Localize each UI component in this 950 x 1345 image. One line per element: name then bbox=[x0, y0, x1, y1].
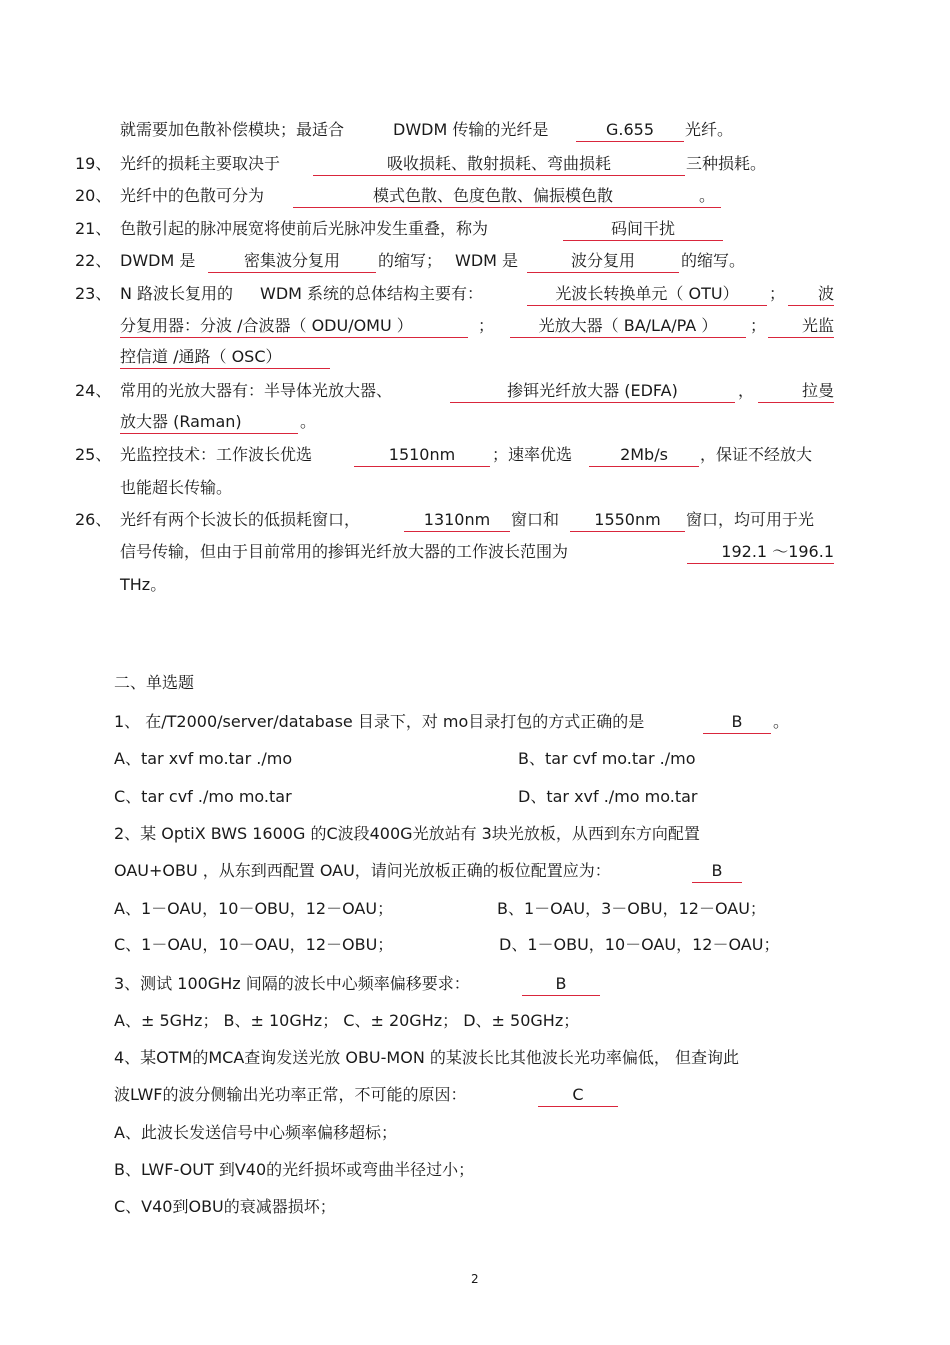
section-heading: 二、单选题 bbox=[114, 673, 195, 692]
page-number: 2 bbox=[471, 1272, 479, 1286]
q19-answer: 吸收损耗、散射损耗、弯曲损耗 bbox=[313, 153, 685, 176]
q23-answer-d-end: 控信道 /通路（ OSC） bbox=[120, 346, 330, 369]
q18-text-c: 光纤。 bbox=[685, 120, 734, 139]
q24-text-b: 。 bbox=[300, 412, 317, 431]
s2-q2-option-b: B、1－OAU，3－OBU，12－OAU； bbox=[497, 899, 766, 918]
q25-text-b: ；速率优选 bbox=[492, 445, 573, 464]
q22-answer-b: 波分复用 bbox=[527, 250, 679, 273]
q18-text-b: DWDM 传输的光纤是 bbox=[393, 120, 549, 139]
q22-text-a: DWDM 是 bbox=[120, 251, 196, 270]
s2-q1-option-b: B、tar cvf mo.tar ./mo bbox=[518, 749, 696, 768]
s2-q2-stem-b: OAU+OBU ，从东到西配置 OAU，请问光放板正确的板位配置应为： bbox=[114, 861, 611, 880]
s2-q1-answer: B bbox=[703, 711, 771, 734]
q24-comma: ， bbox=[738, 381, 755, 400]
q25-number: 25、 bbox=[75, 445, 112, 464]
q22-number: 22、 bbox=[75, 251, 112, 270]
q26-text-c: 窗口，均可用于光 bbox=[686, 510, 815, 529]
q23-answer-b-end: 分复用器：分波 /合波器（ ODU/OMU ） bbox=[120, 315, 468, 338]
q23-semicolon-1: ； bbox=[769, 284, 786, 303]
q21-answer: 码间干扰 bbox=[563, 218, 723, 241]
s2-q2-stem-a: 2、某 OptiX BWS 1600G 的C波段400G光放站有 3块光放板，从西到东方向配置 bbox=[114, 824, 700, 843]
q19-text-a: 光纤的损耗主要取决于 bbox=[120, 154, 281, 173]
q23-text-a: N 路波长复用的 bbox=[120, 284, 234, 303]
q18-answer: G.655 bbox=[576, 119, 684, 142]
q24-answer-a: 掺铒光纤放大器 (EDFA) bbox=[450, 380, 735, 403]
q23-answer-c: 光放大器（ BA/LA/PA ） bbox=[510, 315, 746, 338]
q23-answer-b-start: 波 bbox=[788, 283, 834, 306]
q26-answer-c: 192.1 ～196.1 bbox=[687, 541, 834, 564]
q25-text-a: 光监控技术：工作波长优选 bbox=[120, 445, 313, 464]
s2-q3-stem: 3、测试 100GHz 间隔的波长中心频率偏移要求： bbox=[114, 974, 470, 993]
q23-semicolon-3: ； bbox=[750, 316, 767, 335]
q26-text-d: 信号传输，但由于目前常用的掺铒光纤放大器的工作波长范围为 bbox=[120, 542, 569, 561]
q23-answer-a: 光波长转换单元（ OTU） bbox=[527, 283, 767, 306]
s2-q4-option-b: B、LWF-OUT 到V40的光纤损坏或弯曲半径过小； bbox=[114, 1160, 475, 1179]
s2-q4-stem-a: 4、某OTM的MCA查询发送光放 OBU-MON 的某波长比其他波长光功率偏低， 但查询此 bbox=[114, 1048, 739, 1067]
q19-number: 19、 bbox=[75, 154, 112, 173]
q21-text-a: 色散引起的脉冲展宽将使前后光脉冲发生重叠，称为 bbox=[120, 219, 489, 238]
q23-answer-d-start: 光监 bbox=[768, 315, 834, 338]
s2-q4-option-c: C、V40到OBU的衰减器损坏； bbox=[114, 1197, 336, 1216]
q19-text-b: 三种损耗。 bbox=[686, 154, 767, 173]
q20-text-a: 光纤中的色散可分为 bbox=[120, 186, 265, 205]
s2-q4-stem-b: 波LWF的波分侧输出光功率正常，不可能的原因： bbox=[114, 1085, 467, 1104]
q18-text-a: 就需要加色散补偿模块；最适合 bbox=[120, 120, 345, 139]
q20-number: 20、 bbox=[75, 186, 112, 205]
q26-text-e: THz。 bbox=[120, 575, 167, 594]
q25-text-c: ，保证不经放大 bbox=[700, 445, 813, 464]
s2-q2-answer: B bbox=[692, 860, 742, 883]
s2-q4-answer: C bbox=[538, 1084, 618, 1107]
q22-text-b: 的缩写； bbox=[378, 251, 443, 270]
q25-answer-a: 1510nm bbox=[354, 444, 490, 467]
q24-answer-b-end: 放大器 (Raman) bbox=[120, 411, 298, 434]
q25-answer-b: 2Mb/s bbox=[589, 444, 699, 467]
q26-text-a: 光纤有两个长波长的低损耗窗口， bbox=[120, 510, 361, 529]
s2-q3-answer: B bbox=[522, 973, 600, 996]
q24-number: 24、 bbox=[75, 381, 112, 400]
s2-q1-option-d: D、tar xvf ./mo mo.tar bbox=[518, 787, 698, 806]
q23-text-b: WDM 系统的总体结构主要有： bbox=[260, 284, 484, 303]
s2-q1-option-a: A、tar xvf mo.tar ./mo bbox=[114, 749, 293, 768]
q26-text-b: 窗口和 bbox=[511, 510, 560, 529]
s2-q2-option-d: D、1－OBU，10－OAU，12－OAU； bbox=[499, 935, 780, 954]
s2-q4-option-a: A、此波长发送信号中心频率偏移超标； bbox=[114, 1123, 397, 1142]
s2-q1-stem: 1、 在/T2000/server/database 目录下，对 mo目录打包的方式正确的是 bbox=[114, 712, 645, 731]
q22-text-d: 的缩写。 bbox=[681, 251, 746, 270]
q22-answer-a: 密集波分复用 bbox=[208, 250, 376, 273]
q21-number: 21、 bbox=[75, 219, 112, 238]
q20-answer: 模式色散、色度色散、偏振模色散 bbox=[293, 185, 693, 208]
q26-answer-b: 1550nm bbox=[570, 509, 685, 532]
s2-q2-option-a: A、1－OAU，10－OBU，12－OAU； bbox=[114, 899, 394, 918]
q23-number: 23、 bbox=[75, 284, 112, 303]
s2-q1-option-c: C、tar cvf ./mo mo.tar bbox=[114, 787, 292, 806]
q26-answer-a: 1310nm bbox=[404, 509, 510, 532]
q20-end: 。 bbox=[693, 185, 721, 208]
q23-semicolon-2: ； bbox=[478, 316, 495, 335]
q24-text-a: 常用的光放大器有：半导体光放大器、 bbox=[120, 381, 393, 400]
s2-q3-options: A、± 5GHz； B、± 10GHz； C、± 20GHz； D、± 50GHz； bbox=[114, 1011, 580, 1030]
q24-answer-b-start: 拉曼 bbox=[758, 380, 834, 403]
s2-q1-end: 。 bbox=[773, 712, 790, 731]
q26-number: 26、 bbox=[75, 510, 112, 529]
q25-text-d: 也能超长传输。 bbox=[120, 478, 233, 497]
q22-text-c: WDM 是 bbox=[455, 251, 519, 270]
s2-q2-option-c: C、1－OAU，10－OAU，12－OBU； bbox=[114, 935, 394, 954]
